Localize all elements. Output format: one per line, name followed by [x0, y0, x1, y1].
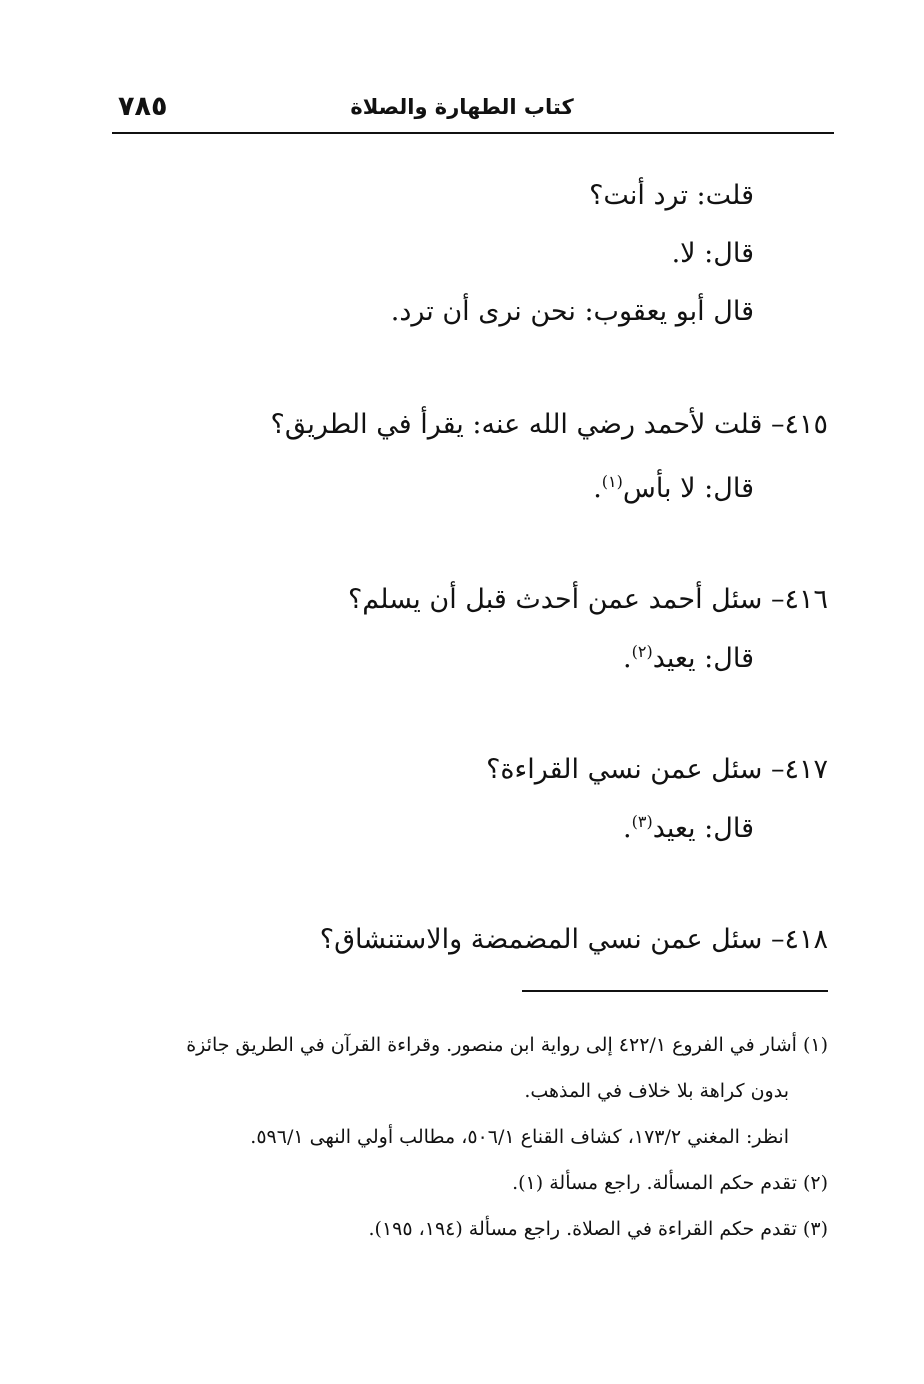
- footnote-1-line-2: بدون كراهة بلا خلاف في المذهب.: [524, 1080, 789, 1102]
- question-417: [0, 750, 924, 790]
- question-418: [0, 920, 924, 960]
- footnote-1-line-3: انظر: المغني ١٧٣/٢، كشاف القناع ٥٠٦/١، مطالب أولي النهى ٥٩٦/١.: [250, 1126, 789, 1148]
- answer-text: قال: لا بأس: [622, 473, 754, 504]
- question-416: [0, 580, 924, 620]
- body-line-1: قلت: ترد أنت؟: [589, 180, 754, 211]
- page-number: ٧٨٥: [118, 91, 168, 122]
- question-number: ٤١٦–: [770, 584, 828, 615]
- footnote-ref: (٢): [631, 642, 653, 661]
- question-number: ٤١٨–: [770, 924, 828, 955]
- question-415: [0, 405, 924, 445]
- question-text: سئل عمن نسي المضمضة والاستنشاق؟: [319, 924, 763, 955]
- answer-416: [0, 632, 924, 679]
- body-line-2: قال: لا.: [671, 238, 754, 269]
- footnote-ref: (٣): [631, 812, 653, 831]
- answer-end: .: [623, 643, 632, 674]
- question-number: ٤١٥–: [770, 409, 828, 440]
- footnote-2: (٢) تقدم حكم المسألة. راجع مسألة (١).: [512, 1172, 828, 1194]
- answer-415: [0, 462, 924, 509]
- footnote-ref: (١): [601, 472, 623, 491]
- answer-end: .: [593, 473, 602, 504]
- header-rule: [112, 132, 834, 134]
- footnote-1-line-1: (١) أشار في الفروع ٤٢٢/١ إلى رواية ابن منصور. وقراءة القرآن في الطريق جائزة: [186, 1034, 828, 1056]
- question-text: سئل أحمد عمن أحدث قبل أن يسلم؟: [347, 584, 763, 615]
- question-text: سئل عمن نسي القراءة؟: [486, 754, 763, 785]
- footnote-3: (٣) تقدم حكم القراءة في الصلاة. راجع مسألة (١٩٤، ١٩٥).: [368, 1218, 828, 1240]
- answer-end: .: [623, 813, 632, 844]
- answer-417: [0, 802, 924, 849]
- body-line-3: قال أبو يعقوب: نحن نرى أن ترد.: [390, 296, 754, 327]
- running-header-title: كتاب الطهارة والصلاة: [350, 95, 574, 119]
- question-number: ٤١٧–: [770, 754, 828, 785]
- footnote-rule: [522, 990, 828, 992]
- question-text: قلت لأحمد رضي الله عنه: يقرأ في الطريق؟: [270, 409, 763, 440]
- answer-text: قال: يعيد: [652, 813, 754, 844]
- answer-text: قال: يعيد: [652, 643, 754, 674]
